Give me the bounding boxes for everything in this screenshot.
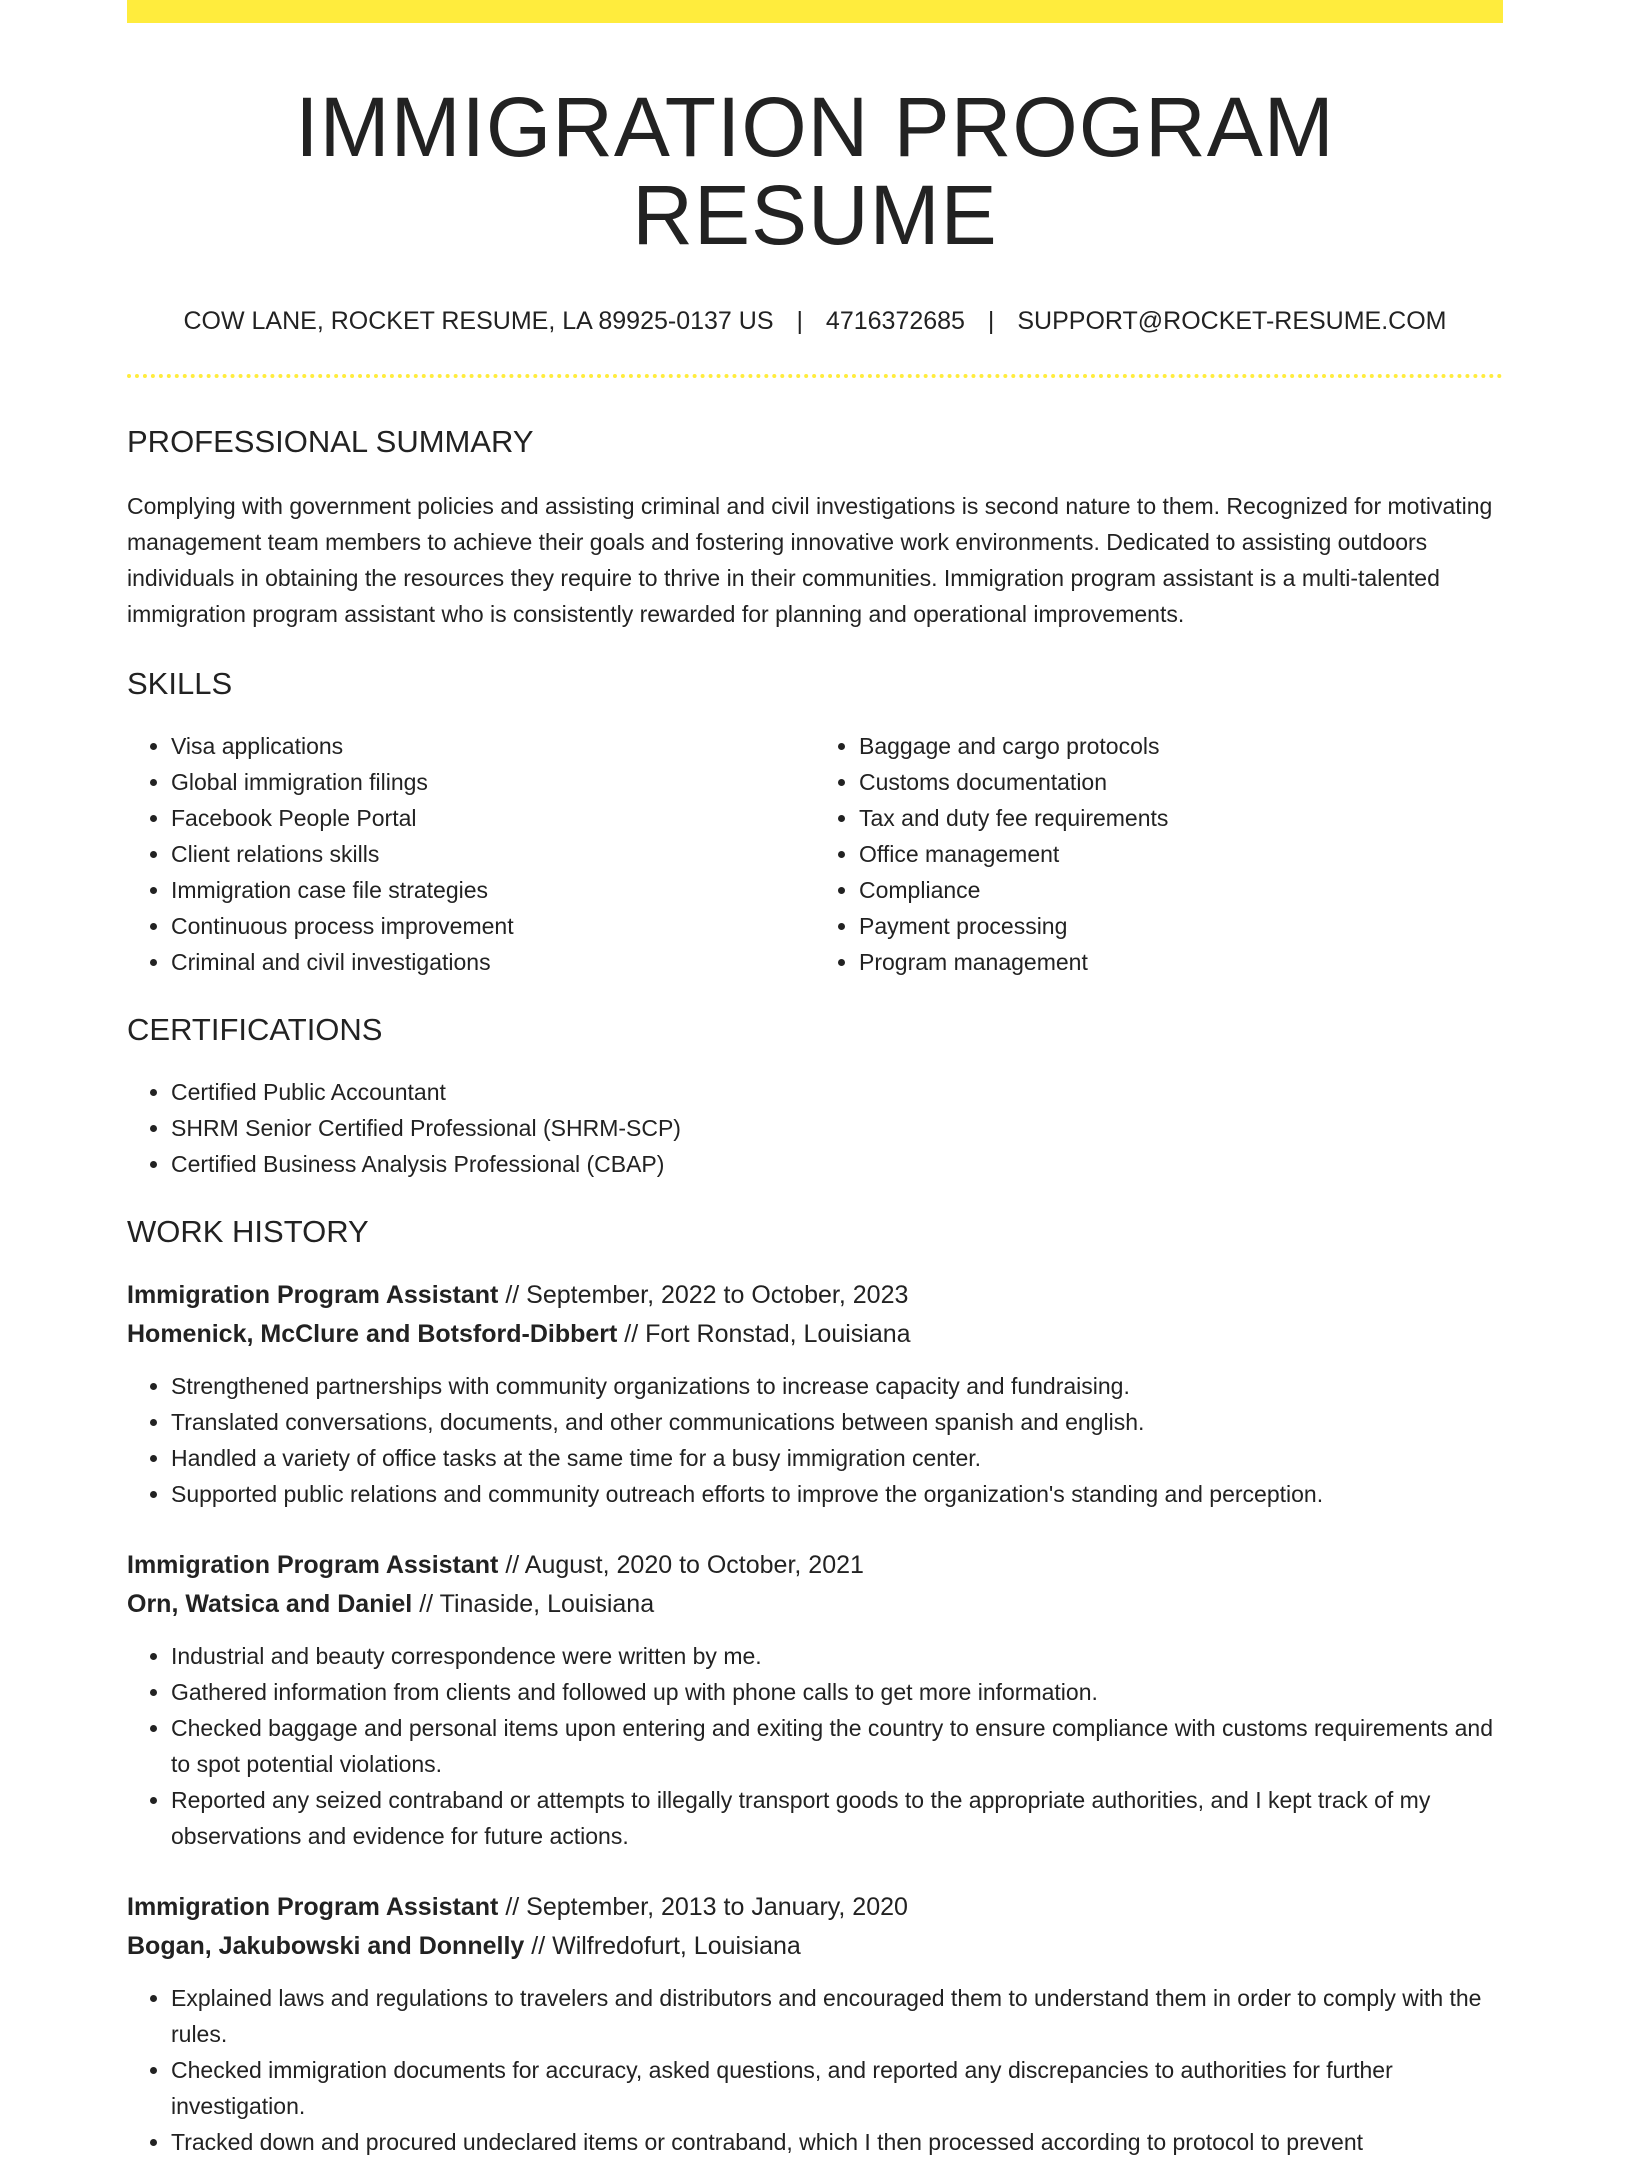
skill-item: • Criminal and civil investigations <box>171 944 815 980</box>
skill-item: • Baggage and cargo protocols <box>859 728 1503 764</box>
contact-line <box>127 307 1503 336</box>
contact-separator: | <box>987 307 995 336</box>
job-bullet: • Industrial and beauty correspondence were written by me. <box>171 1638 1503 1674</box>
job-entry <box>127 1546 1503 1854</box>
resume-page <box>127 0 1503 2160</box>
job-title-line <box>127 1276 1503 1315</box>
certifications-list <box>127 1074 1503 1182</box>
job-bullet: • Gathered information from clients and followed up with phone calls to get more information. <box>171 1674 1503 1710</box>
job-company: Orn, Watsica and Daniel <box>127 1590 413 1619</box>
job-company: Bogan, Jakubowski and Donnelly <box>127 1932 525 1961</box>
job-bullet: • Checked immigration documents for accuracy, asked questions, and reported any discrepancies to authorities for further investigation. <box>171 2052 1503 2124</box>
job-bullet-list <box>127 1368 1503 1512</box>
skill-item: • Client relations skills <box>171 836 815 872</box>
certifications-heading: CERTIFICATIONS <box>127 1012 383 1048</box>
skill-item: • Tax and duty fee requirements <box>859 800 1503 836</box>
skill-item: • Payment processing <box>859 908 1503 944</box>
job-delimiter: // <box>498 1551 525 1580</box>
skills-columns <box>127 728 1503 980</box>
top-accent-bar <box>127 0 1503 23</box>
certification-item: • Certified Business Analysis Professional (CBAP) <box>171 1146 1503 1182</box>
contact-address: COW LANE, ROCKET RESUME, LA 89925-0137 US <box>183 307 774 336</box>
dotted-divider <box>127 374 1503 378</box>
summary-heading: PROFESSIONAL SUMMARY <box>127 424 534 460</box>
job-entry <box>127 1888 1503 2160</box>
job-company-line <box>127 1315 1503 1354</box>
job-location: Wilfredofurt, Louisiana <box>552 1932 801 1961</box>
job-delimiter: // <box>498 1281 527 1310</box>
job-location: Tinaside, Louisiana <box>439 1590 655 1619</box>
job-role: Immigration Program Assistant <box>127 1893 499 1922</box>
skill-item: • Office management <box>859 836 1503 872</box>
contact-email: SUPPORT@ROCKET-RESUME.COM <box>1017 307 1447 336</box>
job-delimiter: // <box>498 1893 527 1922</box>
job-bullet: • Tracked down and procured undeclared items or contraband, which I then processed according to protocol to prevent <box>171 2124 1503 2160</box>
contact-separator: | <box>796 307 803 336</box>
skill-item: • Continuous process improvement <box>171 908 815 944</box>
job-title-line <box>127 1888 1503 1927</box>
resume-title: IMMIGRATION PROGRAM RESUME <box>295 80 1335 263</box>
job-role: Immigration Program Assistant <box>127 1551 499 1580</box>
job-location: Fort Ronstad, Louisiana <box>645 1320 911 1349</box>
job-bullet: • Strengthened partnerships with community organizations to increase capacity and fundraising. <box>171 1368 1503 1404</box>
job-delimiter: // <box>412 1590 440 1619</box>
summary-text: Complying with government policies and assisting criminal and civil investigations is second nature to them. Recognized for motivating management team members to achieve their goals and fostering innovative work environments. Dedicated to assisting outdoors individuals in obtaining the resources they require to thrive in their communities. Immigration program assistant is a multi-talented immigration program assistant who is consistently rewarded for planning and operational improvements. <box>127 493 1493 628</box>
job-dates: August, 2020 to October, 2021 <box>524 1551 864 1580</box>
skill-item: • Visa applications <box>171 728 815 764</box>
skill-item: • Facebook People Portal <box>171 800 815 836</box>
job-bullet: • Handled a variety of office tasks at the same time for a busy immigration center. <box>171 1440 1503 1476</box>
job-bullet: • Translated conversations, documents, and other communications between spanish and english. <box>171 1404 1503 1440</box>
contact-phone: 4716372685 <box>825 307 965 336</box>
skill-item: • Immigration case file strategies <box>171 872 815 908</box>
job-bullet: • Checked baggage and personal items upon entering and exiting the country to ensure compliance with customs requirements and to spot potential violations. <box>171 1710 1503 1782</box>
job-dates: September, 2022 to October, 2023 <box>526 1281 909 1310</box>
job-bullet: • Reported any seized contraband or attempts to illegally transport goods to the appropriate authorities, and I kept track of my observations and evidence for future actions. <box>171 1782 1503 1854</box>
job-bullet-list <box>127 1980 1503 2160</box>
skills-list-left <box>127 728 815 980</box>
job-company-line <box>127 1927 1503 1966</box>
job-delimiter: // <box>524 1932 553 1961</box>
certification-item: • Certified Public Accountant <box>171 1074 1503 1110</box>
job-entry <box>127 1276 1503 1512</box>
job-bullet: • Supported public relations and community outreach efforts to improve the organization's standing and perception. <box>171 1476 1503 1512</box>
job-role: Immigration Program Assistant <box>127 1281 499 1310</box>
job-company: Homenick, McClure and Botsford-Dibbert <box>127 1320 618 1349</box>
job-dates: September, 2013 to January, 2020 <box>526 1893 908 1922</box>
work-history-list <box>127 1276 1503 2160</box>
job-bullet: • Explained laws and regulations to travelers and distributors and encouraged them to understand them in order to comply with the rules. <box>171 1980 1503 2052</box>
work-history-heading: WORK HISTORY <box>127 1214 369 1250</box>
job-company-line <box>127 1585 1503 1624</box>
job-delimiter: // <box>617 1320 646 1349</box>
skill-item: • Global immigration filings <box>171 764 815 800</box>
skill-item: • Program management <box>859 944 1503 980</box>
job-title-line <box>127 1546 1503 1585</box>
skills-heading: SKILLS <box>127 666 233 702</box>
skill-item: • Compliance <box>859 872 1503 908</box>
skills-list-right <box>815 728 1503 980</box>
certification-item: • SHRM Senior Certified Professional (SHRM-SCP) <box>171 1110 1503 1146</box>
skill-item: • Customs documentation <box>859 764 1503 800</box>
job-bullet-list <box>127 1638 1503 1854</box>
